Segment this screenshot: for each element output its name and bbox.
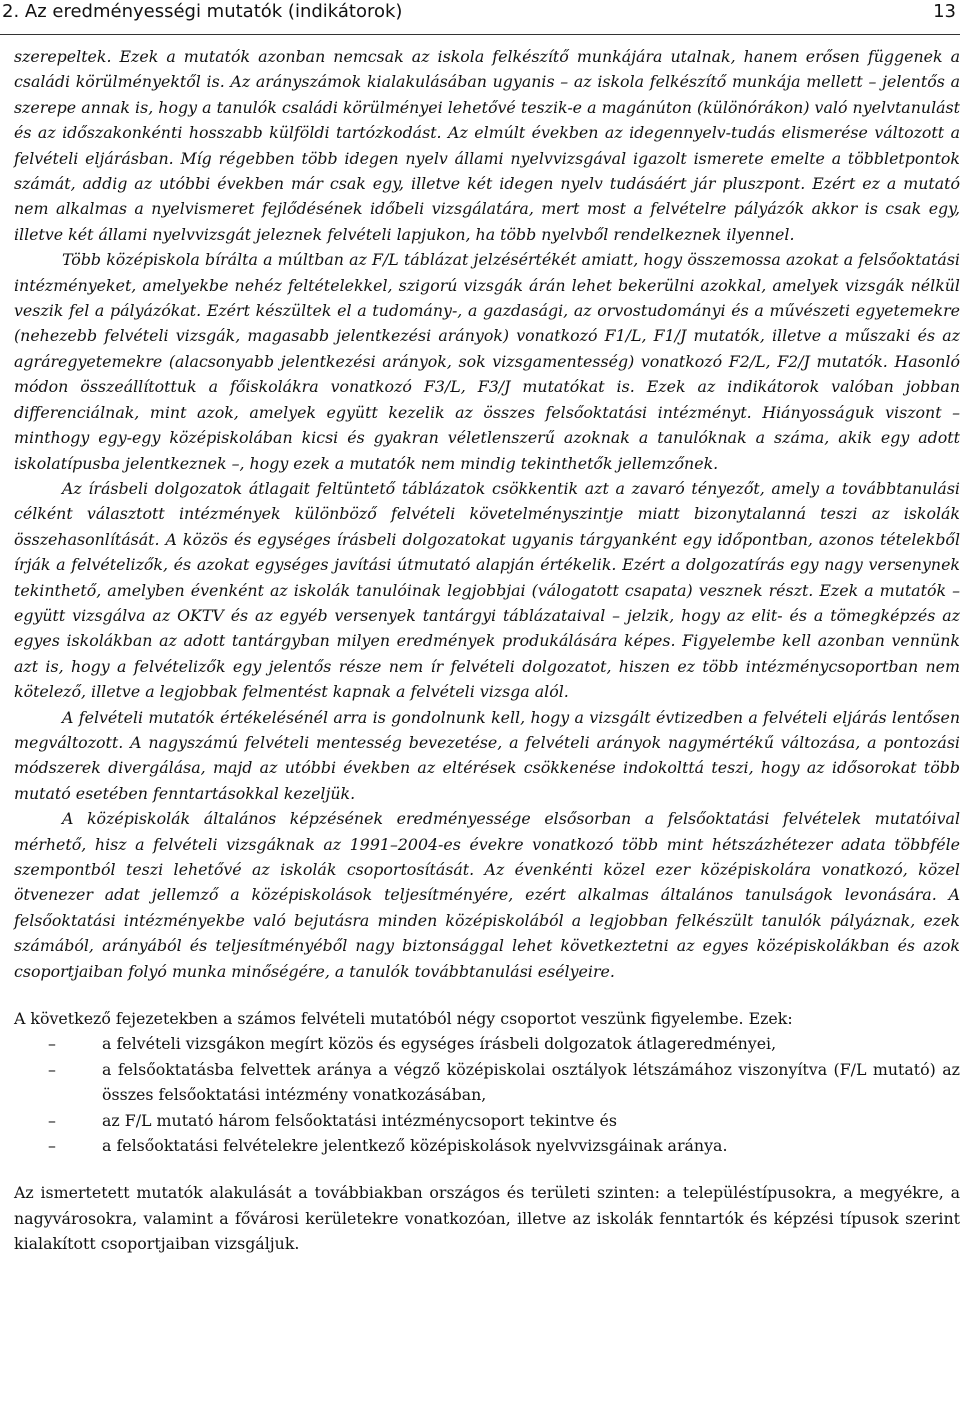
list-item: – a felsőoktatási felvételekre jelentkező középiskolások nyelvvizsgáinak aránya. xyxy=(14,1133,960,1158)
indicator-list xyxy=(14,1031,960,1158)
paragraph-5: A középiskolák általános képzésének eredményessége elsősorban a felsőoktatási felvételek mutatóival mérhető, hisz a felvételi vizsgáknak az 1991–2004-es évekre vonatkozó több mint hétszázhétezer adata többféle szempontból teszi lehetővé az iskolák csoportosítását. Az évenkénti közel ezer középiskolára vonatkozó, közel ötvenezer adat jellemző a középiskolások teljesítményére, ezért alkalmas általános tanulságok levonására. A felsőoktatási intézményekbe való bejutásra minden középiskolából a legjobban felkészült tanulók pályáznak, ezek számából, arányából és teljesítményéből nagy biztonsággal lehet következtetni az egyes középiskolákban és azok csoportjaiban folyó munka minőségére, a tanulók továbbtanulási esélyeire. xyxy=(14,809,960,981)
upright-section xyxy=(14,1006,960,1257)
list-item: – a felsőoktatásba felvettek aránya a végző középiskolai osztályok létszámához viszonyítva (F/L mutató) az összes felsőoktatási intézmény vonatkozásában, xyxy=(14,1057,960,1108)
chapter-title: 2. Az eredményességi mutatók (indikátorok) xyxy=(2,1,403,22)
paragraph-1: szerepeltek. Ezek a mutatók azonban nemcsak az iskola felkészítő munkájára utalnak, hanem erősen függenek a családi körülményektől is. Az arányszámok kialakulásában ugyanis – az iskola felkészítő munkája mellett – jelentős a szerepe annak is, hogy a tanulók családi körülményei lehetővé teszik-e a magánúton (különórákon) való nyelvtanulást és az időszakonkénti hosszabb külföldi tartózkodást. Az elmúlt években az idegennyelv-tudás elismerése változott a felvételi eljárásban. Míg régebben több idegen nyelv állami nyelvvizsgával igazolt ismerete emelte a többletpontok számát, addig az utóbbi években már csak egy, illetve két idegen nyelv tudásáért jár pluszpont. Ezért ez a mutató nem alkalmas a nyelvismeret fejlődésének időbeli vizsgálatára, mert most a felvételre pályázók akkor is csak egy, illetve két állami nyelvvizsgát jeleznek felvételi lapjukon, ha több nyelvből rendelkeznek ilyennel. xyxy=(14,47,960,244)
page-body xyxy=(14,44,960,1257)
page-header xyxy=(0,0,960,35)
paragraph-3: Az írásbeli dolgozatok átlagait feltüntető táblázatok csökkentik azt a zavaró tényezőt, amely a továbbtanulási célként választott intézmények különböző felvételi követelményszintje miatt bizonytalanná teszi az iskolák összehasonlítását. A közös és egységes írásbeli dolgozatokat ugyanis tárgyanként egy időpontban, azonos tételekből írják a felvételizők, és azokat egységes javítási útmutató alapján értékelik. Ezért a dolgozatírás egy nagy versenynek tekinthető, amelyben évenként az iskolák tanulóinak legjobbjai (válogatott csapata) vesznek részt. Ezek a mutatók – együtt vizsgálva az OKTV és az egyéb versenyek tantárgyi táblázataival – jelzik, hogy az elit- és a tömegképzés az egyes iskolákban az adott tantárgyban milyen eredmények produkálására képes. Figyelembe kell azonban vennünk azt is, hogy a felvételizők egy jelentős része nem ír felvételi dolgozatot, hiszen ez több intézménycsoportban nem kötelező, illetve a legjobbak felmentést kapnak a felvételi vizsga alól. xyxy=(14,478,960,702)
list-item: – az F/L mutató három felsőoktatási intézménycsoport tekintve és xyxy=(14,1108,960,1133)
page-number: 13 xyxy=(933,1,956,22)
list-item: – a felvételi vizsgákon megírt közös és egységes írásbeli dolgozatok átlageredményei, xyxy=(14,1031,960,1056)
closing-paragraph: Az ismertetett mutatók alakulását a továbbiakban országos és területi szinten: a településtípusokra, a megyékre, a nagyvárosokra, valamint a fővárosi kerületekre vonatkozóan, illetve az iskolák fenntartók és képzési típusok szerint kialakított csoportjaiban vizsgáljuk. xyxy=(14,1183,960,1254)
paragraph-2: Több középiskola bírálta a múltban az F/L táblázat jelzésértékét amiatt, hogy összemossa azokat a felsőoktatási intézményeket, amelyekbe nehéz feltételekkel, szigorú vizsgák árán lehet bekerülni azokkal, amelyek vizsgák nélkül veszik fel a pályázókat. Ezért készültek el a tudomány-, a gazdasági, az orvostudományi és a művészeti egyetemekre (nehezebb felvételi vizsgák, magasabb jelentkezési arányok) vonatkozó F1/L, F1/J mutatók, illetve a műszaki és az agráregyetemekre (alacsonyabb jelentkezési arányok, sok vizsgamentesség) vonatkozó F2/L, F2/J mutatók. Hasonló módon összeállítottuk a főiskolákra vonatkozó F3/L, F3/J mutatókat is. Ezek az indikátorok valóban jobban differenciálnak, mint azok, amelyek együtt kezelik az összes felsőoktatási intézményt. Hiányosságuk viszont – minthogy egy-egy középiskolában kicsi és gyakran véletlenszerű azoknak a tanulóknak a száma, akik egy adott iskolatípusba jelentkeznek –, hogy ezek a mutatók nem mindig tekinthetők jellemzőnek. xyxy=(14,250,960,473)
list-intro: A következő fejezetekben a számos felvételi mutatóból négy csoportot veszünk figyelembe. Ezek: xyxy=(14,1009,793,1029)
paragraph-4: A felvételi mutatók értékelésénél arra is gondolnunk kell, hogy a vizsgált évtizedben a felvételi eljárás lentősen megváltozott. A nagyszámú felvételi mentesség bevezetése, a felvételi arányok nagymértékű változása, a pontozási módszerek divergálása, majd az utóbbi években az eltérések csökkenése indokolttá teszi, hogy az idősorokat több mutató esetében fenntartásokkal kezeljük. xyxy=(14,707,960,803)
italic-section xyxy=(14,44,960,984)
